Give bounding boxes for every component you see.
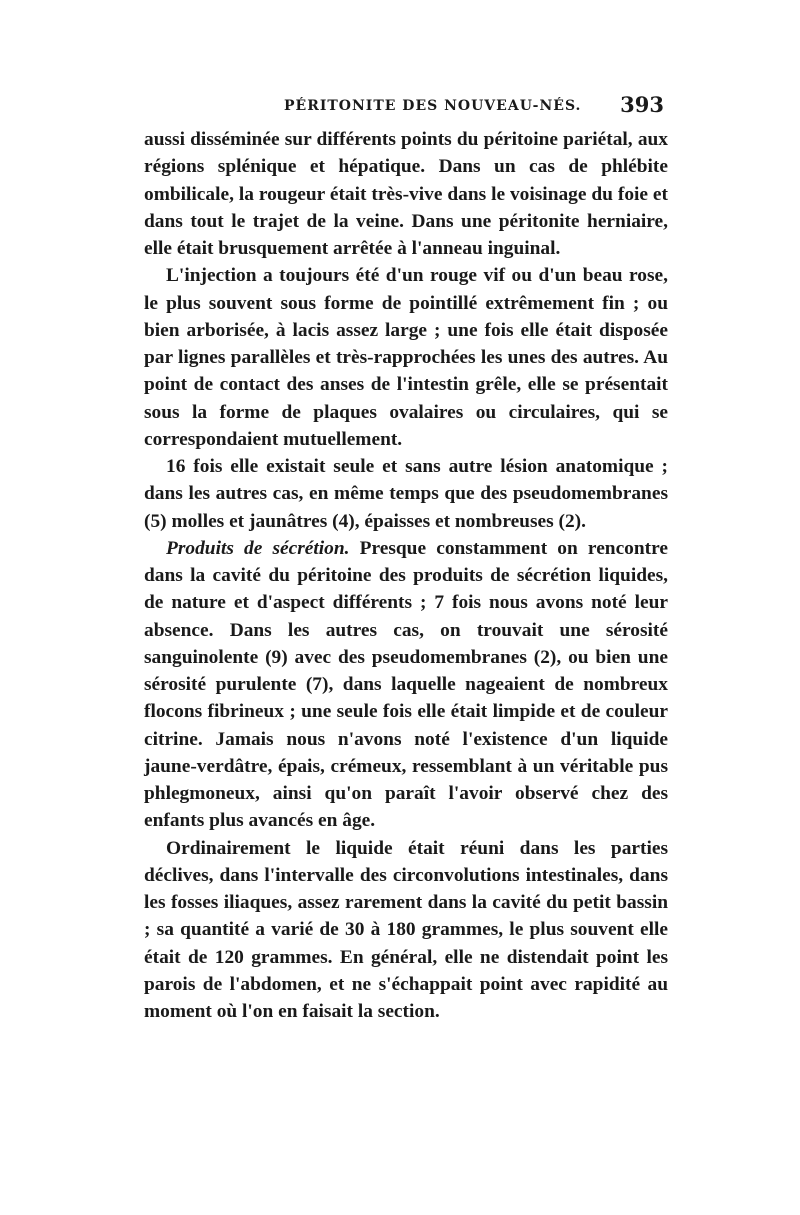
section-lead-in: Produits de sécrétion. [166,537,350,559]
paragraph-4-text: Presque constamment on rencontre dans la cavité du péritoine des produits de sécrétion liquides, de nature et d'aspect différents ; 7 fois nous avons noté leur absence. Dans les autres cas, on trouvait une sérosité sanguinolente (9) avec des pseudomembranes (2), ou bien une sérosité purulente (7), dans laquelle nageaient de nombreux flocons fibrineux ; une seule fois elle était limpide et de couleur citrine. Jamais nous n'avons noté l'existence d'un liquide jaune-verdâtre, épais, crémeux, ressemblant à un véritable pus phlegmoneux, ainsi qu'on paraît l'avoir observé chez des enfants plus avancés en âge. [144,537,668,832]
paragraph-4 [144,535,668,835]
paragraph-3: 16 fois elle existait seule et sans autre lésion anatomique ; dans les autres cas, en même temps que des pseudomembranes (5) molles et jaunâtres (4), épaisses et nombreuses (2). [144,456,668,532]
running-head [144,92,664,122]
paragraph-5: Ordinairement le liquide était réuni dans les parties déclives, dans l'intervalle des circonvolutions intestinales, dans les fosses iliaques, assez rarement dans la cavité du petit bassin ; sa quantité a varié de 30 à 180 grammes, le plus souvent elle était de 120 grammes. En général, elle ne distendait point les parois de l'abdomen, et ne s'échappait point avec rapidité au moment où l'on en faisait la section. [144,837,668,1022]
running-title: PÉRITONITE DES NOUVEAU-NÉS. [284,98,582,114]
paragraph-1: aussi disséminée sur différents points du péritoine pariétal, aux régions splénique et hépatique. Dans un cas de phlébite ombilicale, la rougeur était très-vive dans le voisinage du foie et dans tout le trajet de la veine. Dans une péritonite herniaire, elle était brusquement arrêtée à l'anneau inguinal. [144,129,668,259]
body-text [144,126,668,1025]
paragraph-2: L'injection a toujours été d'un rouge vif ou d'un beau rose, le plus souvent sous forme de pointillé extrêmement fin ; ou bien arborisée, à lacis assez large ; une fois elle était disposée par lignes parallèles et très-rapprochées les unes des autres. Au point de contact des anses de l'intestin grêle, elle se présentait sous la forme de plaques ovalaires ou circulaires, qui se correspondaient mutuellement. [144,265,668,450]
page-number: 393 [620,92,664,117]
